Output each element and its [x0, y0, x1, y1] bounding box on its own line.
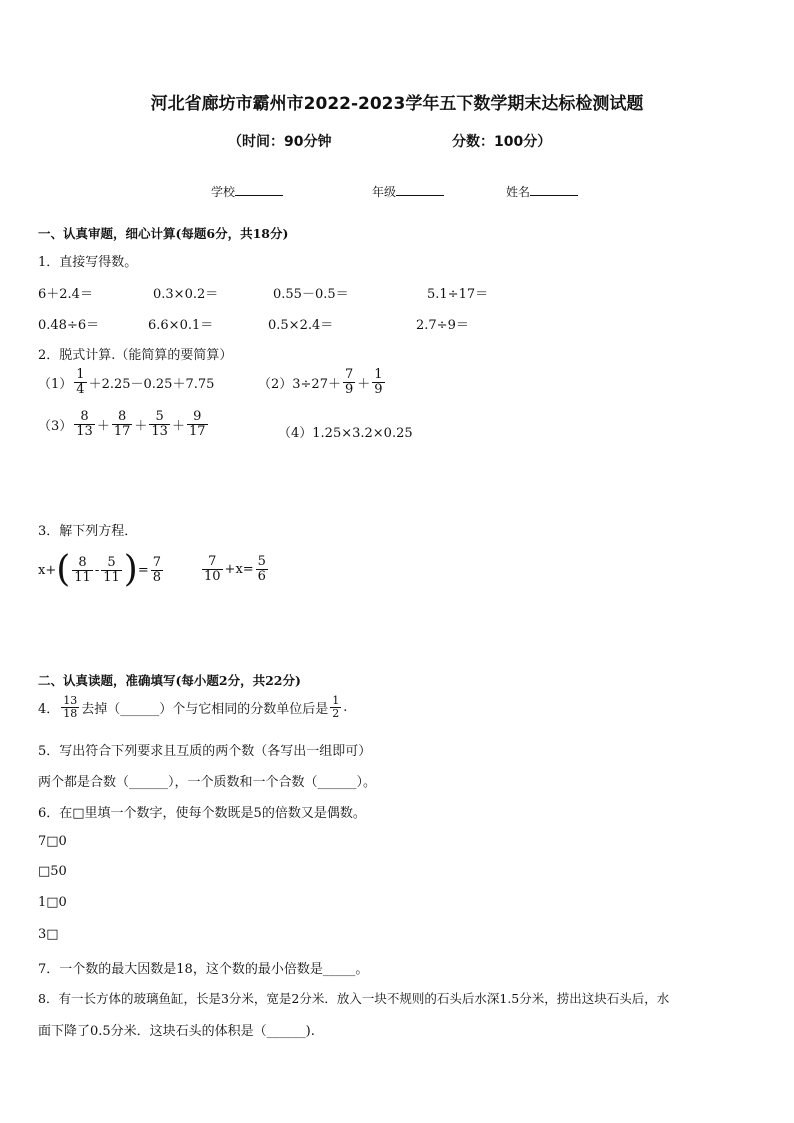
school-blank: [235, 183, 283, 196]
q3-label: 3．解下列方程．: [38, 524, 138, 539]
grade-field: [372, 183, 444, 200]
fraction: $\frac{8}{17}$: [113, 409, 131, 439]
q2-expr-4: （4）1.25×3.2×0.25: [278, 426, 413, 441]
page-title: 河北省廊坊市霸州市2022-2023学年五下数学期末达标检测试题: [150, 94, 644, 114]
q4-text: 去掉（______）个与它相同的分数单位后是: [81, 701, 329, 717]
q8-line2: 面下降了0.5分米．这块石头的体积是（______).: [38, 1024, 315, 1039]
operator: ＋: [171, 418, 185, 434]
eq-lead: x+: [38, 562, 57, 578]
q1-item: 0.55－0.5＝: [273, 287, 349, 302]
q4: [38, 695, 347, 719]
expr-rest: ＋2.25－0.25＋7.75: [88, 376, 215, 392]
q3-equation-1: [38, 549, 165, 590]
fraction: $\frac{7}{9}$: [344, 367, 354, 397]
section2-heading: 二、认真读题，准确填写(每小题2分，共22分): [38, 673, 301, 688]
operator: ＋: [134, 418, 148, 434]
fraction: $\frac{5}{11}$: [103, 554, 120, 585]
q1-item: 0.3×0.2＝: [153, 287, 219, 302]
operator: ＋: [357, 376, 371, 392]
q5-line1: 5．写出符合下列要求且互质的两个数（各写出一组即可）: [38, 744, 372, 759]
expr-tag: （2）3÷27＋: [258, 376, 341, 392]
expr-tag: （3）: [38, 418, 73, 434]
expr-tag: （1）: [38, 376, 73, 392]
q1-label: 1．直接写得数。: [38, 255, 138, 270]
operator: -: [94, 562, 100, 578]
name-blank: [530, 183, 578, 196]
school-field: [211, 183, 283, 200]
name-field: [506, 183, 578, 200]
grade-label: 年级: [372, 185, 397, 199]
q2-expr-2: [258, 368, 387, 396]
q6-label: 6．在□里填一个数字，使每个数既是5的倍数又是偶数。: [38, 806, 366, 821]
q1-item: 0.5×2.4＝: [268, 318, 334, 333]
grade-blank: [396, 183, 444, 196]
fraction: $\frac{9}{17}$: [188, 409, 206, 439]
q6-item: □50: [38, 864, 67, 879]
fraction: $\frac{8}{11}$: [74, 554, 91, 585]
q1-item: 0.48÷6＝: [38, 318, 100, 333]
q1-item: 6＋2.4＝: [38, 287, 93, 302]
q4-number: 4．: [38, 701, 60, 717]
q7: 7．一个数的最大因数是18，这个数的最小倍数是_____。: [38, 962, 369, 977]
q1-item: 6.6×0.1＝: [148, 318, 214, 333]
fraction: $\frac{1}{9}$: [374, 367, 383, 397]
fraction: $\frac{1}{4}$: [76, 367, 85, 397]
fraction: $\frac{8}{13}$: [76, 409, 93, 439]
section1-heading: 一、认真审题，细心计算(每题6分，共18分): [38, 226, 289, 241]
q1-item: 5.1÷17＝: [427, 287, 489, 302]
exam-score: 分数：100分）: [452, 134, 552, 150]
q6-item: 1□0: [38, 895, 67, 910]
q6-item: 7□0: [38, 834, 67, 849]
school-label: 学校: [211, 185, 236, 199]
operator: =: [137, 562, 149, 578]
operator: ＋: [96, 418, 110, 434]
q3-equation-2: [200, 555, 270, 583]
q6-item: 3□: [38, 927, 59, 942]
q4-end: .: [343, 699, 348, 715]
fraction: $\frac{7}{8}$: [152, 554, 162, 585]
q2-label: 2．脱式计算.（能简算的要简算）: [38, 348, 233, 363]
fraction: $\frac{5}{13}$: [151, 409, 168, 439]
q8-line1: 8．有一长方体的玻璃鱼缸，长是3分米，宽是2分米．放入一块不规则的石头后水深1.5分米，捞出这块石头后，水: [38, 991, 670, 1006]
fraction: $\frac{13}{18}$: [63, 694, 78, 720]
left-paren: (: [56, 549, 71, 590]
q1-item: 2.7÷9＝: [416, 318, 469, 333]
right-paren: ): [123, 549, 138, 590]
eq-mid: +x=: [224, 561, 254, 577]
exam-time: （时间：90分钟: [228, 134, 332, 150]
fraction: $\frac{5}{6}$: [257, 554, 266, 584]
q2-expr-3: [38, 410, 210, 438]
fraction: $\frac{1}{2}$: [332, 694, 340, 720]
q5-line2: 两个都是合数（______），一个质数和一个合数（______）。: [38, 775, 377, 790]
name-label: 姓名: [506, 185, 531, 199]
q2-expr-1: [38, 368, 214, 396]
fraction: $\frac{7}{10}$: [204, 554, 221, 584]
